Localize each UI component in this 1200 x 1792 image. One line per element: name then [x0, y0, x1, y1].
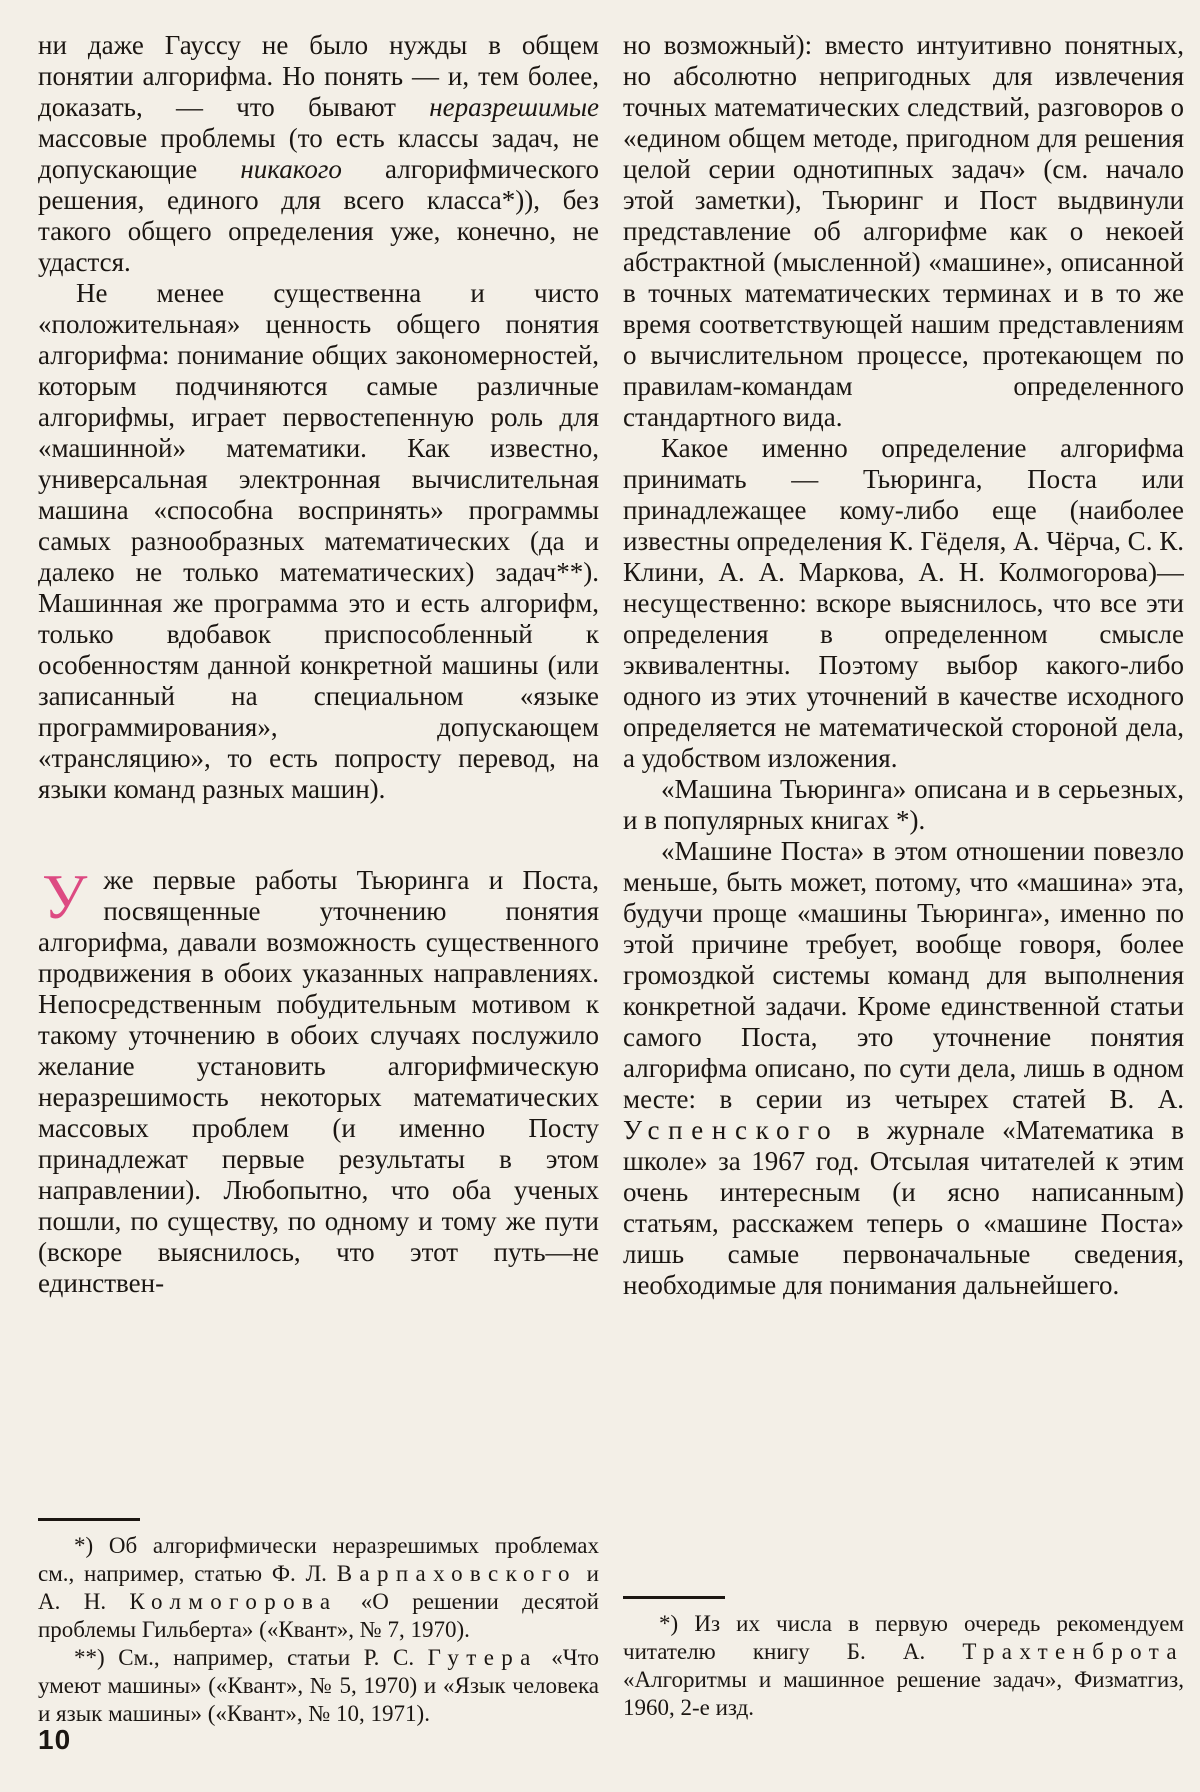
- text-run: алгорифмического решения, единого для всего класса*)), без такого общего определения уже, конечно, не удастся.: [38, 154, 599, 277]
- text-run: «Алгоритмы и машинное решение задач», Физматгиз, 1960, 2-е изд.: [623, 1667, 1184, 1720]
- column-left-footnotes: [38, 1510, 599, 1728]
- text-run: же первые работы Тьюринга и Поста, посвященные уточнению понятия алгорифма, давали возможность существенного продвижения в обоих указанных направлениях. Непосредственным побудительным мотивом к такому уточнению в обоих случаях послужило желание установить алгорифмическую неразрешимость некоторых математических массовых проблем (и именно Посту принадлежат первые результаты в этом направлении). Любопытно, что оба ученых пошли, по существу, по одному и тому же пути (вскоре выяснилось, что этот путь—не единствен-: [38, 865, 599, 1298]
- footnote: [38, 1644, 599, 1728]
- text-run: массовые проблемы (то есть классы задач, не допускающие: [38, 123, 599, 184]
- text-run: Из их числа в первую очередь рекомендуем читателю книгу Б. А.: [623, 1611, 1184, 1664]
- footnote: [623, 1610, 1184, 1722]
- column-left: [38, 30, 599, 1762]
- footnote-marker: *): [659, 1611, 695, 1636]
- footnote-separator: [623, 1596, 725, 1599]
- text-run: «Что умеют машины» («Квант», № 5, 1970) и «Язык человека и язык машины» («Квант», № 10, 1971).: [38, 1645, 599, 1726]
- footnote-marker: *): [74, 1533, 109, 1558]
- column-right-footnote-list: [623, 1610, 1184, 1722]
- letterspaced-name: Успенского: [623, 1115, 840, 1145]
- paragraph: [38, 278, 599, 805]
- text-run: в журнале «Математика в школе» за 1967 год. Отсылая читателей к этим очень интересным (и ясно написанным) статьям, расскажем теперь о «машине Поста» лишь самые первоначальные сведения, необходимые для понимания дальнейшего.: [623, 1115, 1184, 1300]
- paragraph: [623, 30, 1184, 433]
- paragraph: [623, 836, 1184, 1301]
- text-run: Какое именно определение алгорифма принимать — Тьюринга, Поста или принадлежащее кому-либо еще (наиболее известны определения К. Гёделя, А. Чёрча, С. К. Клини, А. А. Маркова, А. Н. Колмогорова)— несущественно: вскоре выяснилось, что все эти определения в определенном смысле эквивалентны. Поэтому выбор какого-либо одного из этих уточнений в качестве исходного определяется не математической стороной дела, а удобством изложения.: [623, 433, 1184, 773]
- text-run: Об алгорифмически неразрешимых проблемах см., например, статью Ф. Л.: [38, 1533, 599, 1586]
- text-run: ни даже Гауссу не было нужды в общем понятии алгорифма. Но понять — и, тем более, доказать, — что бывают: [38, 30, 599, 122]
- text-run: и А. Н.: [38, 1561, 599, 1614]
- text-run: «Машина Тьюринга» описана и в серьезных, и в популярных книгах *).: [623, 774, 1184, 835]
- paragraph: [38, 30, 599, 278]
- column-right: [623, 30, 1184, 1762]
- italic-text: неразрешимые: [429, 92, 599, 122]
- text-run: «О решении десятой проблемы Гильберта» («Квант», № 7, 1970).: [38, 1589, 599, 1642]
- footnote: [38, 1532, 599, 1644]
- column-right-footnotes: [623, 1588, 1184, 1722]
- paragraph: [623, 774, 1184, 836]
- footnote-marker: **): [74, 1645, 119, 1670]
- page-number: 10: [38, 1724, 72, 1755]
- footnote-separator: [38, 1518, 140, 1521]
- letterspaced-name: Колмогорова: [129, 1589, 338, 1614]
- column-right-body: [623, 30, 1184, 1301]
- text-run: Не менее существенна и чисто «положительная» ценность общего понятия алгорифма: понимание общих закономерностей, которым подчиняются самые различные алгорифмы, играет первостепенную роль для «машинной» математики. Как известно, универсальная электронная вычислительная машина «способна воспринять» программы самых разнообразных математических (да и далеко не только математических) задач**). Машинная же программа это и есть алгорифм, только вдобавок приспособленный к особенностям данной конкретной машины (или записанный на специальном «языке программирования», допускающем «трансляцию», то есть попросту перевод, на языки команд разных машин).: [38, 278, 599, 804]
- dropcap-letter: У: [42, 861, 88, 932]
- text-run: См., например, статьи Р. С.: [118, 1645, 428, 1670]
- italic-text: никакого: [240, 154, 342, 184]
- paragraph-with-dropcap: [38, 861, 599, 1299]
- text-run: «Машине Поста» в этом отношении повезло меньше, быть может, потому, что «машина» эта, будучи проще «машины Тьюринга», именно по этой причине требует, вообще говоря, более громоздкой системы команд для выполнения конкретной задачи. Кроме единственной статьи самого Поста, это уточнение понятия алгорифма описано, по сути дела, лишь в одном месте: в серии из четырех статей В. А.: [623, 836, 1184, 1114]
- letterspaced-name: Гутера: [427, 1645, 538, 1670]
- letterspaced-name: Трахтенброта: [962, 1639, 1184, 1664]
- text-run: но возможный): вместо интуитивно понятных, но абсолютно непригодных для извлечения точных математических следствий, разговоров о «едином общем методе, пригодном для решения целой серии однотипных задач» (см. начало этой заметки), Тьюринг и Пост выдвинули представление об алгорифме как о некоей абстрактной (мысленной) «машине», описанной в точных математических терминах и в то же время соответствующей нашим представлениям о вычислительном процессе, протекающем по правилам-командам определенного стандартного вида.: [623, 30, 1184, 432]
- column-left-footnote-list: [38, 1532, 599, 1728]
- letterspaced-name: Варпаховского: [336, 1561, 577, 1586]
- paragraph: [623, 433, 1184, 774]
- column-left-body: [38, 30, 599, 1299]
